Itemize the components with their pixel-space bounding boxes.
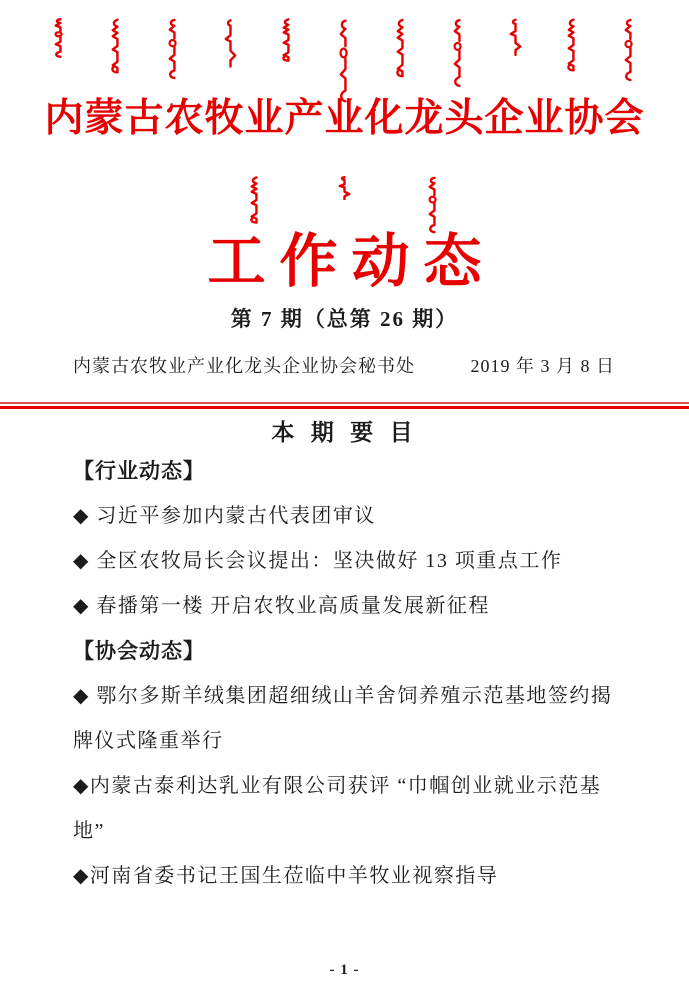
toc-section-title-industry: 【行业动态】 — [73, 460, 205, 483]
publisher-name: 内蒙古农牧业产业化龙头企业协会秘书处 — [73, 356, 415, 376]
mongolian-word-icon — [337, 176, 352, 200]
mongolian-word-icon — [223, 18, 238, 68]
toc-item: ◆ 春播第一楼 开启农牧业高质量发展新征程 — [73, 595, 490, 617]
toc-item: ◆河南省委书记王国生莅临中羊牧业视察指导 — [73, 865, 499, 887]
mongolian-banner-row — [52, 18, 638, 92]
toc-item: ◆内蒙古泰利达乳业有限公司获评 “巾帼创业就业示范基地” — [73, 775, 602, 842]
mongolian-word-icon — [394, 18, 409, 78]
mongolian-word-icon — [166, 18, 181, 80]
bulletin-title: 工作动态 — [207, 229, 496, 294]
mongolian-word-icon — [248, 176, 263, 224]
mongolian-word-icon — [426, 176, 441, 234]
issue-line: 第 7 期（总第 26 期） — [230, 307, 459, 331]
red-divider-rule — [0, 402, 689, 409]
page-number: - 1 - — [329, 962, 360, 978]
toc-item: ◆ 鄂尔多斯羊绒集团超细绒山羊舍饲养殖示范基地签约揭牌仪式隆重举行 — [73, 685, 613, 752]
mongolian-word-icon — [337, 18, 352, 104]
publish-date: 2019 年 3 月 8 日 — [470, 356, 615, 376]
mongolian-word-icon — [508, 18, 523, 56]
toc-section-title-association: 【协会动态】 — [73, 640, 205, 663]
toc-item: ◆ 全区农牧局长会议提出：坚决做好 13 项重点工作 — [73, 550, 563, 572]
mongolian-word-icon — [280, 18, 295, 62]
mongolian-word-icon — [565, 18, 580, 72]
mongolian-word-icon — [622, 18, 637, 82]
mongolian-subtitle-row — [0, 176, 689, 234]
publication-info-row — [0, 354, 689, 378]
mongolian-word-icon — [109, 18, 124, 74]
mongolian-word-icon — [451, 18, 466, 88]
association-title: 内蒙古农牧业产业化龙头企业协会 — [44, 97, 645, 140]
mongolian-word-icon — [52, 18, 67, 58]
toc-item: ◆ 习近平参加内蒙古代表团审议 — [73, 505, 376, 527]
toc-heading: 本 期 要 目 — [271, 419, 418, 445]
toc — [0, 449, 689, 899]
